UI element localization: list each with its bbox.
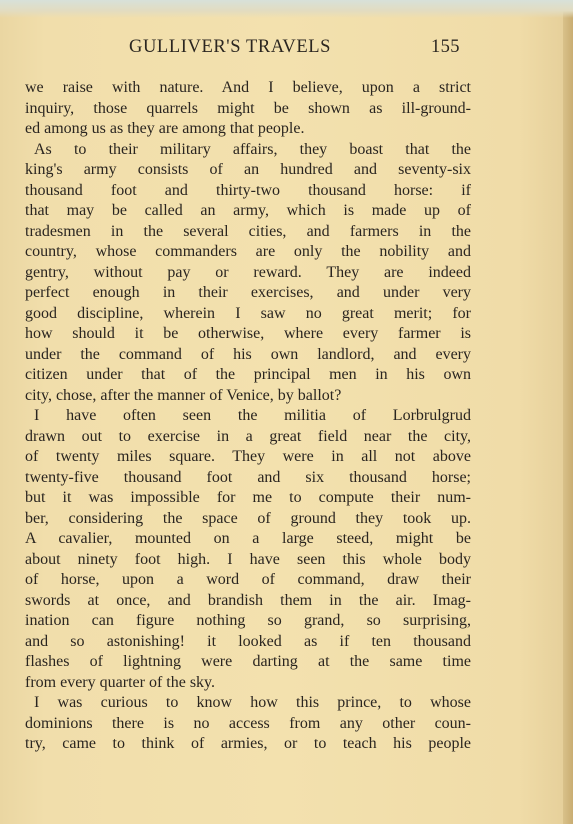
text-line: try, came to think of armies, or to teach his people — [25, 735, 471, 752]
text-line: gentry, without pay or reward. They are indeed — [25, 263, 471, 281]
text-line: I have often seen the militia of Lorbrulgrud — [34, 407, 471, 424]
text-line: thousand foot and thirty-two thousand horse: if — [25, 181, 471, 199]
text-line: A cavalier, mounted on a large steed, might be — [25, 530, 471, 547]
text-line: As to their military affairs, they boast that the — [34, 140, 471, 158]
text-line: inquiry, those quarrels might be shown as ill-ground- — [25, 99, 471, 117]
text-line: from every quarter of the sky. — [25, 673, 215, 691]
text-line: country, whose commanders are only the nobility and — [25, 243, 471, 260]
text-line: how should it be otherwise, where every farmer is — [25, 325, 471, 342]
text-line: king's army consists of an hundred and seventy-six — [25, 161, 471, 178]
page-number: 155 — [431, 37, 460, 57]
text-line: twenty-five thousand foot and six thousand horse; — [25, 468, 471, 486]
text-line: tradesmen in the several cities, and farmers in the — [25, 222, 471, 240]
text-line: good discipline, wherein I saw no great merit; for — [25, 304, 471, 322]
text-line: citizen under that of the principal men in his own — [25, 366, 471, 383]
text-line: under the command of his own landlord, and every — [25, 345, 471, 363]
text-line: we raise with nature. And I believe, upon a strict — [25, 79, 471, 96]
text-line: city, chose, after the manner of Venice, by ballot? — [25, 386, 342, 404]
text-line: about ninety foot high. I have seen this whole body — [25, 550, 471, 568]
text-line: drawn out to exercise in a great field near the city, — [25, 427, 471, 445]
text-line: but it was impossible for me to compute their num- — [25, 489, 471, 506]
text-line: ed among us as they are among that people. — [25, 120, 305, 137]
scan-top-edge — [0, 0, 573, 18]
text-line: ber, considering the space of ground they took up. — [25, 509, 471, 527]
text-line: and so astonishing! it looked as if ten thousand — [25, 632, 471, 650]
text-line: of twenty miles square. They were in all not above — [25, 448, 471, 465]
text-line: dominions there is no access from any other coun- — [25, 714, 471, 732]
text-line: ination can figure nothing so grand, so surprising, — [25, 612, 471, 629]
page-edge — [563, 0, 573, 824]
page-header — [0, 37, 563, 61]
body-text — [25, 78, 471, 755]
text-line: perfect enough in their exercises, and under very — [25, 284, 471, 301]
running-title: GULLIVER'S TRAVELS — [129, 37, 332, 57]
text-line: flashes of lightning were darting at the same time — [25, 653, 471, 670]
text-line: I was curious to know how this prince, to whose — [34, 694, 471, 711]
text-line: that may be called an army, which is made up of — [25, 202, 471, 219]
text-line: of horse, upon a word of command, draw their — [25, 571, 471, 588]
text-line: swords at once, and brandish them in the air. Imag- — [25, 591, 471, 609]
